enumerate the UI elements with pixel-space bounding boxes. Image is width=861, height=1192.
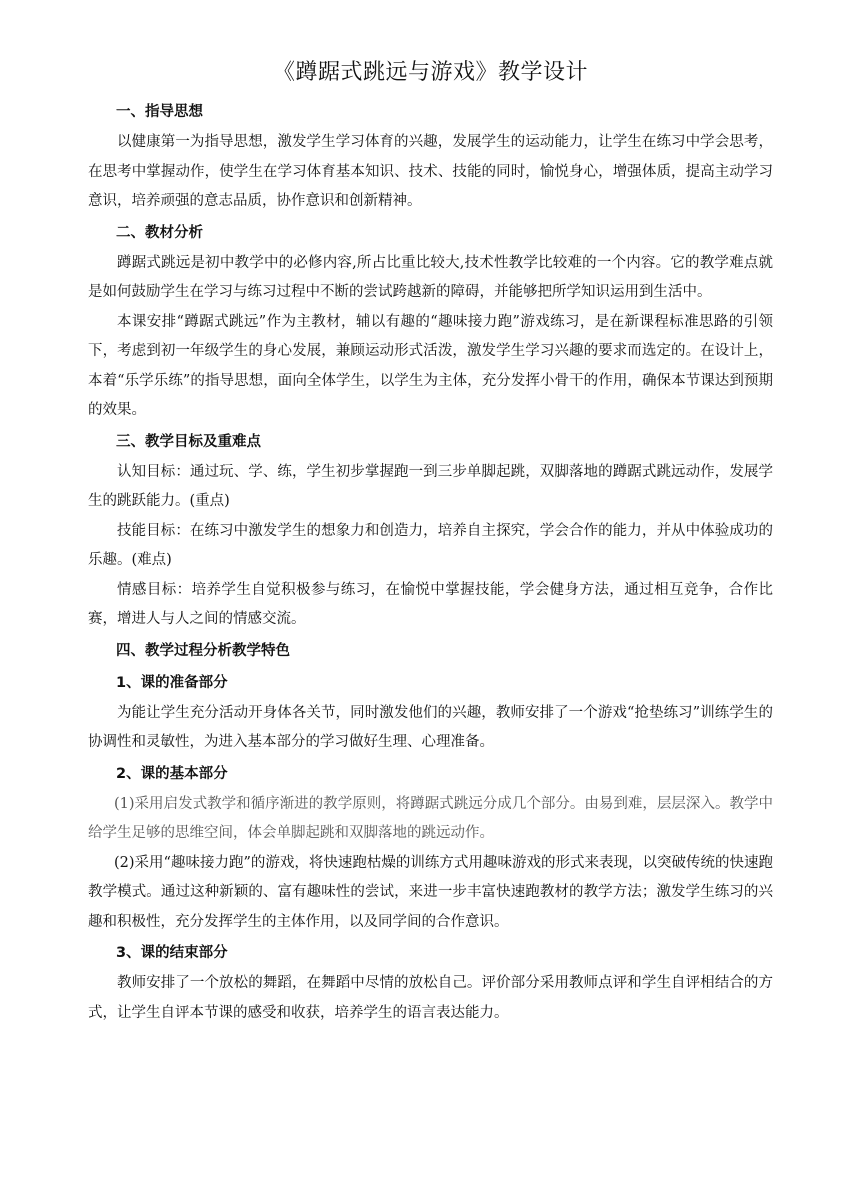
sub-heading-basic-part: 2、课的基本部分	[116, 765, 228, 782]
paragraph: 本课安排“蹲踞式跳远”作为主教材，辅以有趣的“趣味接力跑”游戏练习，是在新课程标准思路的引领下，考虑到初一年级学生的身心发展，兼顾运动形式活泼，激发学生学习兴趣的要求而选定的。在设计上，本着“乐学乐练”的指导思想，面向全体学生，以学生为主体，充分发挥小骨干的作用，确保本节课达到预期的效果。	[88, 313, 773, 418]
paragraph: (1)采用启发式教学和循序渐进的教学原则，将蹲踞式跳远分成几个部分。由易到难，层层深入。教学中给学生足够的思维空间，体会单脚起跳和双脚落地的跳远动作。	[88, 795, 773, 841]
paragraph: 情感目标：培养学生自觉积极参与练习，在愉悦中掌握技能，学会健身方法，通过相互竞争，合作比赛，增进人与人之间的情感交流。	[88, 581, 773, 627]
paragraph: 教师安排了一个放松的舞蹈，在舞蹈中尽情的放松自己。评价部分采用教师点评和学生自评相结合的方式，让学生自评本节课的感受和收获，培养学生的语言表达能力。	[88, 975, 773, 1021]
section-heading-guiding-ideology: 一、指导思想	[116, 104, 203, 120]
document-title: 《蹲踞式跳远与游戏》教学设计	[272, 60, 588, 85]
paragraph: 以健康第一为指导思想，激发学生学习体育的兴趣，发展学生的运动能力，让学生在练习中学会思考，在思考中掌握动作，使学生在学习体育基本知识、技术、技能的同时，愉悦身心，增强体质，提高主动学习意识，培养顽强的意志品质，协作意识和创新精神。	[88, 134, 773, 209]
paragraph: 为能让学生充分活动开身体各关节，同时激发他们的兴趣，教师安排了一个游戏“抢垫练习”训练学生的协调性和灵敏性，为进入基本部分的学习做好生理、心理准备。	[88, 704, 773, 750]
sub-heading-ending-part: 3、课的结束部分	[116, 945, 228, 961]
section-heading-teaching-process: 四、教学过程分析教学特色	[116, 642, 290, 659]
section-heading-material-analysis: 二、教材分析	[116, 224, 203, 241]
paragraph: 技能目标：在练习中激发学生的想象力和创造力，培养自主探究，学会合作的能力，并从中体验成功的乐趣。(难点)	[88, 522, 773, 568]
section-heading-teaching-goals: 三、教学目标及重难点	[116, 433, 261, 450]
sub-heading-preparation: 1、课的准备部分	[116, 674, 228, 691]
paragraph: 认知目标：通过玩、学、练，学生初步掌握跑一到三步单脚起跳，双脚落地的蹲踞式跳远动作，发展学生的跳跃能力。(重点)	[88, 463, 773, 509]
paragraph: 蹲踞式跳远是初中教学中的必修内容,所占比重比较大,技术性教学比较难的一个内容。它的教学难点就是如何鼓励学生在学习与练习过程中不断的尝试跨越新的障碍，并能够把所学知识运用到生活中。	[88, 254, 773, 300]
paragraph: (2)采用“趣味接力跑”的游戏，将快速跑枯燥的训练方式用趣味游戏的形式来表现，以突破传统的快速跑教学模式。通过这种新颖的、富有趣味性的尝试，来进一步丰富快速跑教材的教学方法；激发学生练习的兴趣和积极性，充分发挥学生的主体作用，以及同学间的合作意识。	[88, 854, 773, 930]
